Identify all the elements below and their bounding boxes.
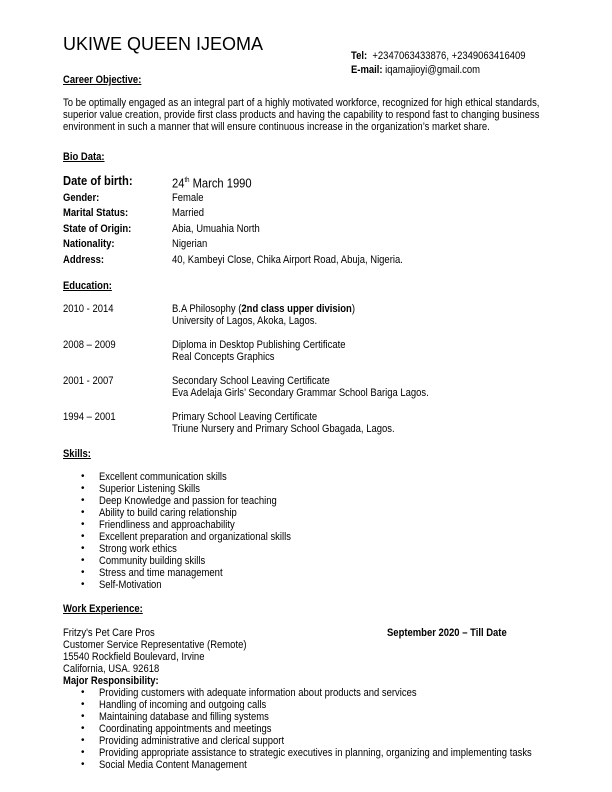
bio-label: State of Origin:: [63, 223, 132, 235]
bullet-icon: •: [81, 711, 85, 722]
phone-label: Tel:: [351, 50, 368, 62]
qual-end: ): [351, 303, 355, 315]
bullet-icon: •: [81, 567, 85, 578]
bio-label: Gender:: [63, 192, 100, 204]
skill-item: Strong work ethics: [99, 543, 177, 555]
dob-label: Date of birth:: [63, 173, 133, 188]
company-name: Fritzy's Pet Care Pros: [63, 627, 155, 639]
responsibility-item: Handling of incoming and outgoing calls: [99, 699, 267, 711]
company-address: 15540 Rockfield Boulevard, Irvine: [63, 651, 205, 663]
responsibility-item: Social Media Content Management: [99, 759, 247, 771]
responsibility-item: Coordinating appointments and meetings: [99, 723, 272, 735]
career-line: superior value creation, provide first class products and having the capability to respond fast to changing business: [63, 109, 540, 121]
dob-value: [172, 174, 252, 190]
dob-sup: th: [184, 177, 190, 184]
work-heading: Work Experience:: [63, 603, 143, 615]
work-dates: September 2020 – Till Date: [387, 627, 507, 639]
skill-item: Self-Motivation: [99, 579, 162, 591]
education-institution: Real Concepts Graphics: [172, 351, 275, 363]
bio-value: Nigerian: [172, 238, 208, 250]
education-institution: Eva Adelaja Girls’ Secondary Grammar School Bariga Lagos.: [172, 387, 429, 399]
bio-heading: Bio Data:: [63, 151, 105, 163]
skill-item: Community building skills: [99, 555, 206, 567]
responsibility-item: Maintaining database and filling systems: [99, 711, 269, 723]
education-institution: Triune Nursery and Primary School Gbagada, Lagos.: [172, 423, 395, 435]
phone-value: +2347063433876, +2349063416409: [372, 50, 526, 62]
skill-item: Stress and time management: [99, 567, 223, 579]
career-line: environment in such a manner that will ensure continuous increase in the organization’s market share.: [63, 121, 490, 133]
email-value: iqamajioyi@gmail.com: [385, 64, 480, 76]
responsibility-item: Providing administrative and clerical support: [99, 735, 285, 747]
education-heading: Education:: [63, 280, 112, 292]
bio-value: Abia, Umuahia North: [172, 223, 260, 235]
job-role: Customer Service Representative (Remote): [63, 639, 247, 651]
education-institution: University of Lagos, Akoka, Lagos.: [172, 315, 318, 327]
bullet-icon: •: [81, 507, 85, 518]
bio-value: Female: [172, 192, 204, 204]
education-years: 2001 - 2007: [63, 375, 114, 387]
career-heading: Career Objective:: [63, 74, 142, 86]
bullet-icon: •: [81, 735, 85, 746]
bullet-icon: •: [81, 747, 85, 758]
bullet-icon: •: [81, 759, 85, 770]
responsibility-item: Providing customers with adequate information about products and services: [99, 687, 417, 699]
education-qualification: Diploma in Desktop Publishing Certificate: [172, 339, 346, 351]
bio-label: Nationality:: [63, 238, 115, 250]
bio-label: Address:: [63, 254, 105, 266]
candidate-name: UKIWE QUEEN IJEOMA: [63, 34, 264, 54]
skills-heading: Skills:: [63, 448, 91, 460]
dob-rest: March 1990: [189, 175, 252, 191]
education-qualification: Primary School Leaving Certificate: [172, 411, 318, 423]
email-label: E-mail:: [351, 64, 383, 76]
skill-item: Excellent preparation and organizational skills: [99, 531, 291, 543]
bullet-icon: •: [81, 543, 85, 554]
skill-item: Superior Listening Skills: [99, 483, 200, 495]
bullet-icon: •: [81, 495, 85, 506]
skill-item: Ability to build caring relationship: [99, 507, 237, 519]
bio-value: Married: [172, 207, 205, 219]
skill-item: Deep Knowledge and passion for teaching: [99, 495, 277, 507]
bio-label: Marital Status:: [63, 207, 129, 219]
education-years: 1994 – 2001: [63, 411, 116, 423]
email-line: [351, 64, 480, 76]
bullet-icon: •: [81, 483, 85, 494]
bullet-icon: •: [81, 471, 85, 482]
education-qualification: [172, 303, 355, 315]
bullet-icon: •: [81, 723, 85, 734]
bullet-icon: •: [81, 699, 85, 710]
phone-line: [351, 50, 525, 62]
bullet-icon: •: [81, 519, 85, 530]
responsibility-heading: Major Responsibility:: [63, 675, 159, 687]
qual-text: B.A Philosophy (: [172, 303, 242, 315]
bullet-icon: •: [81, 531, 85, 542]
responsibility-item: Providing appropriate assistance to strategic executives in planning, organizing and implementing tasks: [99, 747, 532, 759]
company-address: California, USA. 92618: [63, 663, 160, 675]
dob-day: 24: [172, 175, 185, 191]
skill-item: Excellent communication skills: [99, 471, 227, 483]
bio-value: 40, Kambeyi Close, Chika Airport Road, Abuja, Nigeria.: [172, 254, 403, 266]
career-line: To be optimally engaged as an integral part of a highly motivated workforce, recognized for high ethical standards,: [63, 97, 540, 109]
skill-item: Friendliness and approachability: [99, 519, 235, 531]
bullet-icon: •: [81, 687, 85, 698]
education-years: 2010 - 2014: [63, 303, 114, 315]
qual-class: 2nd class upper division: [241, 303, 352, 315]
education-qualification: Secondary School Leaving Certificate: [172, 375, 330, 387]
education-years: 2008 – 2009: [63, 339, 116, 351]
bullet-icon: •: [81, 579, 85, 590]
bullet-icon: •: [81, 555, 85, 566]
